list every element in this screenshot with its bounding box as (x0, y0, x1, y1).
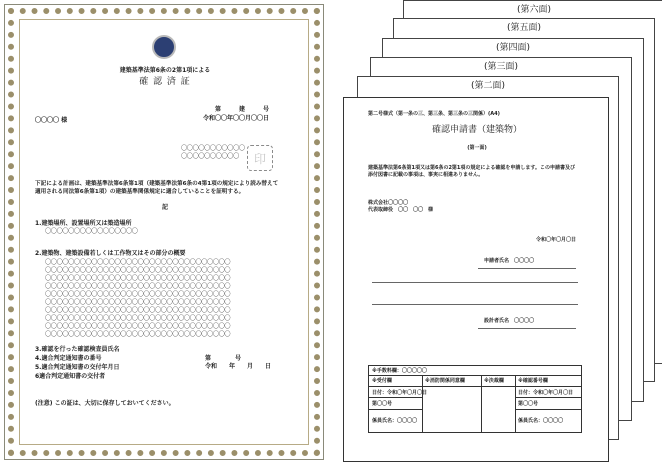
table-rule (515, 375, 516, 432)
certificate-body-line-2: 適用される同法第6条第1項）の建築基準関係規定に適合していることを証明する。 (35, 189, 245, 195)
certificate-body-line-1: 下記による計画は、建築基準法第6条第1項（建築基準法第6条の4第1項の規定により読み替えて (35, 181, 279, 187)
receipt-staff: 係員氏名：〇〇〇〇 (372, 418, 418, 424)
item-5-value: 令和 年 月 日 (205, 363, 272, 370)
certificate-title: 確 認 済 証 (139, 77, 191, 87)
receipt-number: 第〇〇号 (372, 401, 393, 407)
seal-stamp: 印 (247, 145, 273, 171)
table-rule (369, 409, 422, 410)
certificate-number: 第 建 号 (215, 106, 270, 113)
form-title: 確認申請書（建築物） (431, 125, 522, 135)
confirmation-number-column-header: ※確認番号欄 (518, 378, 548, 384)
item-2-row: 〇〇〇〇〇〇〇〇〇〇〇〇〇〇〇〇〇〇〇〇〇〇〇〇〇〇〇〇〇〇〇〇 (45, 291, 231, 298)
item-2-row: 〇〇〇〇〇〇〇〇〇〇〇〇〇〇〇〇〇〇〇〇〇〇〇〇〇〇〇〇〇〇〇〇 (45, 275, 231, 282)
item-2-row: 〇〇〇〇〇〇〇〇〇〇〇〇〇〇〇〇〇〇〇〇〇〇〇〇〇〇〇〇〇〇〇〇 (45, 331, 231, 338)
designer-name: 設計者氏名 〇〇〇〇 (484, 318, 535, 324)
table-rule (515, 397, 581, 398)
form-body-line-2: 添付図書に記載の事項は、事実に相違ありません。 (368, 172, 484, 178)
fee-field: ※手数料欄：〇〇〇〇〇 (372, 368, 427, 374)
form-date: 令和〇年〇月〇日 (536, 237, 577, 243)
emblem-seal-icon (152, 35, 176, 59)
applicant-underline (478, 268, 576, 269)
item-1-label: 1.建築場所、設置場所又は築造場所 (35, 220, 132, 227)
item-4-label: 4.適合判定通知書の番号 (35, 355, 102, 362)
item-2-row: 〇〇〇〇〇〇〇〇〇〇〇〇〇〇〇〇〇〇〇〇〇〇〇〇〇〇〇〇〇〇〇〇 (45, 307, 231, 314)
item-1-value: 〇〇〇〇〇〇〇〇〇〇〇〇〇〇〇〇 (45, 228, 138, 235)
certificate-document (4, 4, 324, 460)
table-rule (515, 409, 581, 410)
blank-line (372, 282, 578, 283)
addressee: 〇〇〇〇 様 (35, 117, 68, 124)
note-text: (注意) この証は、大切に保存しておいてください。 (35, 400, 175, 407)
table-rule (369, 375, 581, 376)
item-2-row: 〇〇〇〇〇〇〇〇〇〇〇〇〇〇〇〇〇〇〇〇〇〇〇〇〇〇〇〇〇〇〇〇 (45, 283, 231, 290)
form-page-label: (第一面) (467, 145, 487, 151)
page-tab-label: (第三面) (483, 62, 519, 72)
item-5-label: 5.適合判定通知書の交付年月日 (35, 364, 120, 371)
fire-consent-column-header: ※消防関係同意欄 (425, 378, 465, 384)
certificate-heading: 建築基準法第6条の2第1項による (119, 67, 211, 74)
confirmation-staff: 係員氏名：〇〇〇〇 (518, 418, 564, 424)
representative-name: 代表取締役 〇〇 〇〇 様 (368, 207, 434, 213)
ki-heading: 記 (161, 204, 168, 211)
issuer-title: 〇〇〇〇〇〇〇〇〇〇 (181, 153, 239, 160)
designer-underline (478, 328, 576, 329)
table-rule (481, 375, 482, 432)
decision-column-header: ※決裁欄 (484, 378, 504, 384)
company-name: 株式会社〇〇〇〇 (368, 200, 409, 206)
item-2-row: 〇〇〇〇〇〇〇〇〇〇〇〇〇〇〇〇〇〇〇〇〇〇〇〇〇〇〇〇〇〇〇〇 (45, 323, 231, 330)
page-tab-label: (第六面) (516, 5, 552, 15)
issuer-name: 〇〇〇〇〇〇〇〇〇〇〇 (181, 145, 245, 152)
certificate-date: 令和〇〇年〇〇月〇〇日 (203, 115, 270, 122)
item-2-label: 2.建築物、建築設備若しくは工作物又はその部分の概要 (35, 250, 186, 257)
page-tab-label: (第四面) (495, 43, 531, 53)
item-3-label: 3.確認を行った確認検査員氏名 (35, 346, 120, 353)
application-form (343, 97, 609, 462)
page-tab-label: (第五面) (506, 23, 542, 33)
receipt-column-header: ※受付欄 (372, 378, 392, 384)
office-use-table (368, 365, 582, 433)
item-2-row: 〇〇〇〇〇〇〇〇〇〇〇〇〇〇〇〇〇〇〇〇〇〇〇〇〇〇〇〇〇〇〇〇 (45, 267, 231, 274)
item-2-row: 〇〇〇〇〇〇〇〇〇〇〇〇〇〇〇〇〇〇〇〇〇〇〇〇〇〇〇〇〇〇〇〇 (45, 259, 231, 266)
table-rule (369, 397, 422, 398)
item-6-label: 6適合判定通知書の交付者 (35, 373, 106, 380)
page-tab-label: (第二面) (470, 81, 506, 91)
form-header: 第二号様式（第一条の三、第三条、第三条の三関係）(A4) (368, 111, 500, 117)
blank-line (372, 304, 578, 305)
table-rule (369, 386, 581, 387)
form-body-line-1: 建築基準法第6条第1項又は第6条の2第1項の規定による確認を申請します。この申請書及び (368, 165, 575, 171)
applicant-name: 申請者氏名 〇〇〇〇 (484, 258, 535, 264)
receipt-date: 日付：令和〇年〇月〇日 (372, 390, 428, 396)
item-2-row: 〇〇〇〇〇〇〇〇〇〇〇〇〇〇〇〇〇〇〇〇〇〇〇〇〇〇〇〇〇〇〇〇 (45, 315, 231, 322)
item-2-row: 〇〇〇〇〇〇〇〇〇〇〇〇〇〇〇〇〇〇〇〇〇〇〇〇〇〇〇〇〇〇〇〇 (45, 299, 231, 306)
item-4-value: 第 号 (205, 355, 242, 362)
confirmation-number: 第〇〇号 (518, 401, 539, 407)
confirmation-date: 日付：令和〇年〇月〇日 (518, 390, 574, 396)
table-rule (422, 375, 423, 432)
